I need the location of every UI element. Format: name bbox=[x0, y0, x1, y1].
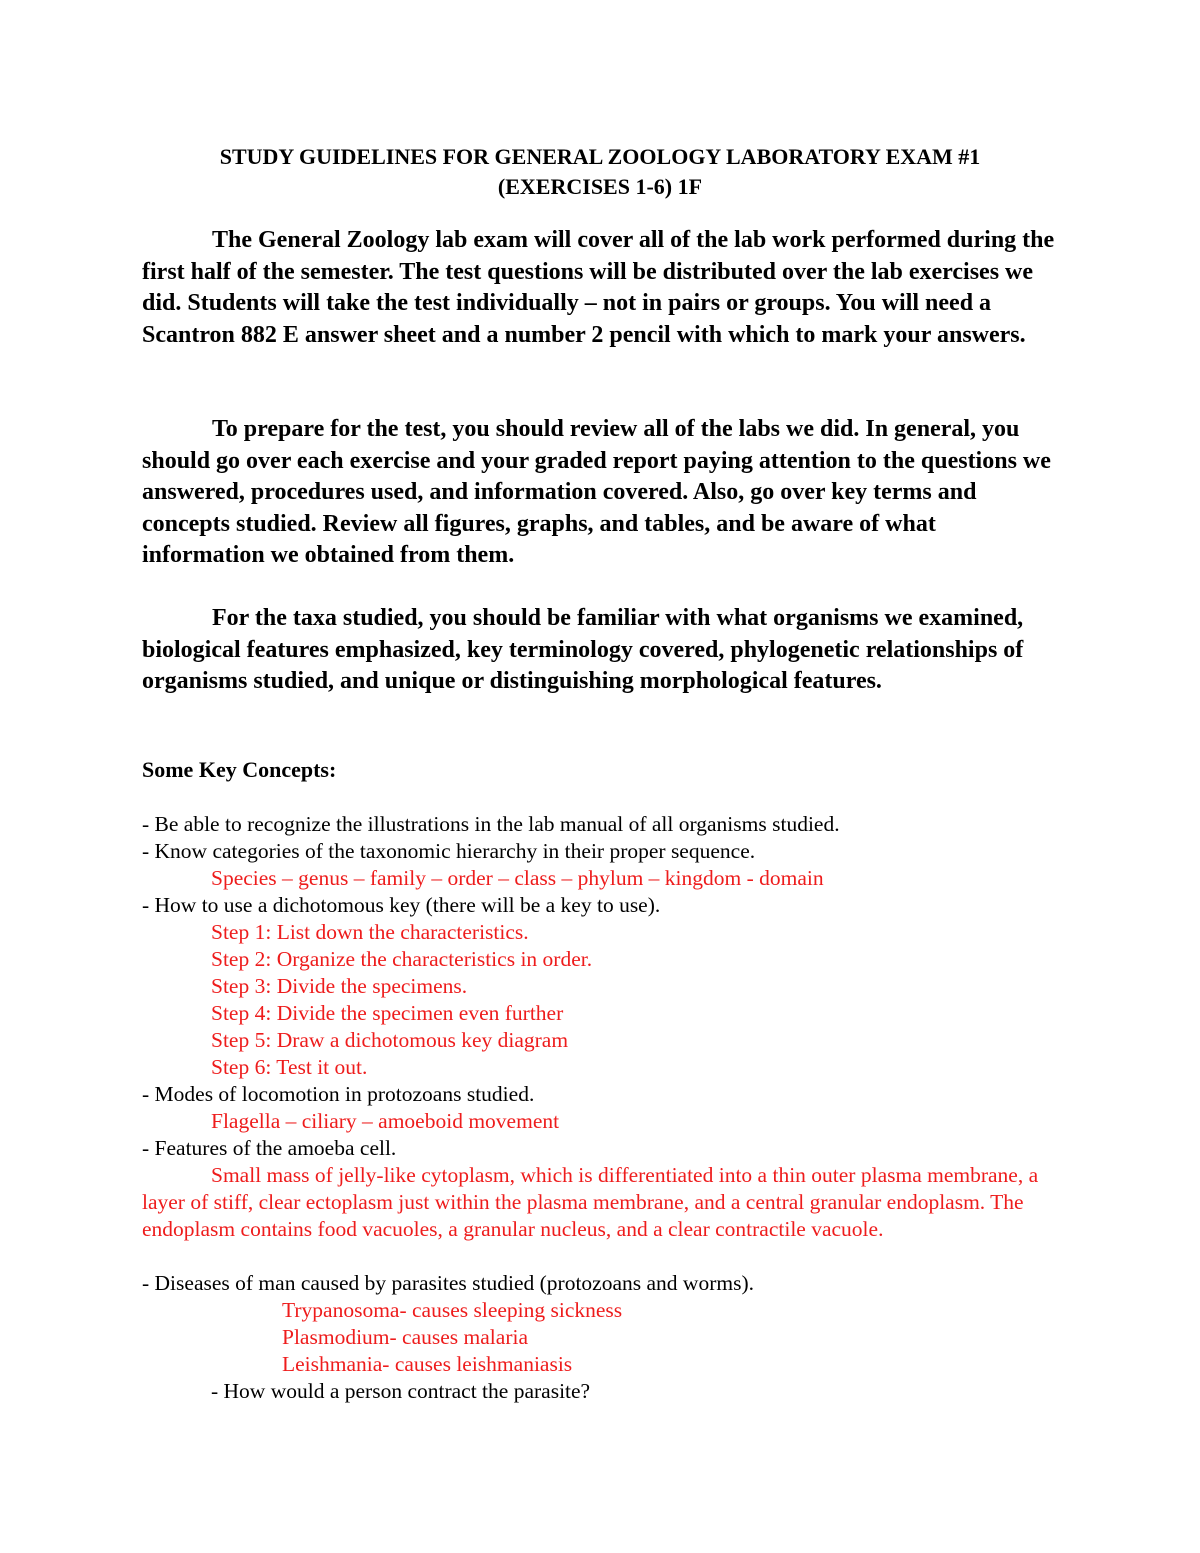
title-line-1: STUDY GUIDELINES FOR GENERAL ZOOLOGY LABORATORY EXAM #1 bbox=[219, 144, 981, 169]
concept-taxonomy: - Know categories of the taxonomic hierarchy in their proper sequence. bbox=[142, 839, 756, 863]
title-line-2: (EXERCISES 1-6) 1F bbox=[497, 174, 703, 199]
taxonomy-answer: Species – genus – family – order – class – phylum – kingdom - domain bbox=[211, 866, 824, 890]
paragraph-3: For the taxa studied, you should be familiar with what organisms we examined, biological features emphasized, key terminology covered, phylogenetic relationships of organisms studied, and unique or distinguishing morphological features. bbox=[142, 605, 1024, 694]
key-concepts-heading: Some Key Concepts: bbox=[142, 757, 337, 782]
concept-recognize: - Be able to recognize the illustrations in the lab manual of all organisms studied. bbox=[142, 812, 840, 836]
locomotion-answer: Flagella – ciliary – amoeboid movement bbox=[211, 1109, 560, 1133]
key-step-3: Step 3: Divide the specimens. bbox=[211, 974, 468, 998]
key-step-1: Step 1: List down the characteristics. bbox=[211, 920, 529, 944]
parasite-plasmodium: Plasmodium- causes malaria bbox=[282, 1325, 528, 1349]
amoeba-answer: Small mass of jelly-like cytoplasm, which is differentiated into a thin outer plasma membrane, a layer of stiff, clear ectoplasm just within the plasma membrane, and a central granular endoplasm. The endoplasm contains food vacuoles, a granular nucleus, and a clear contractile vacuole. bbox=[142, 1163, 1039, 1241]
concept-amoeba: - Features of the amoeba cell. bbox=[142, 1136, 397, 1160]
key-step-6: Step 6: Test it out. bbox=[211, 1055, 368, 1079]
paragraph-1: The General Zoology lab exam will cover all of the lab work performed during the first half of the semester. The test questions will be distributed over the lab exercises we did. Students will take the test individually – not in pairs or groups. You will need a Scantron 882 E answer sheet and a number 2 pencil with which to mark your answers. bbox=[142, 227, 1055, 348]
paragraph-2: To prepare for the test, you should review all of the labs we did. In general, you should go over each exercise and your graded report paying attention to the questions we answered, procedures used, and information covered. Also, go over key terms and concepts studied. Review all figures, graphs, and tables, and be aware of what information we obtained from them. bbox=[142, 416, 1051, 568]
key-step-2: Step 2: Organize the characteristics in order. bbox=[211, 947, 593, 971]
key-step-5: Step 5: Draw a dichotomous key diagram bbox=[211, 1028, 569, 1052]
concept-contract-parasite: - How would a person contract the parasite? bbox=[211, 1379, 591, 1403]
key-step-4: Step 4: Divide the specimen even further bbox=[211, 1001, 564, 1025]
parasite-trypanosoma: Trypanosoma- causes sleeping sickness bbox=[282, 1298, 623, 1322]
concept-diseases: - Diseases of man caused by parasites studied (protozoans and worms). bbox=[142, 1271, 754, 1295]
parasite-leishmania: Leishmania- causes leishmaniasis bbox=[282, 1352, 573, 1376]
concept-locomotion: - Modes of locomotion in protozoans studied. bbox=[142, 1082, 535, 1106]
concept-dichotomous-key: - How to use a dichotomous key (there will be a key to use). bbox=[142, 893, 661, 917]
